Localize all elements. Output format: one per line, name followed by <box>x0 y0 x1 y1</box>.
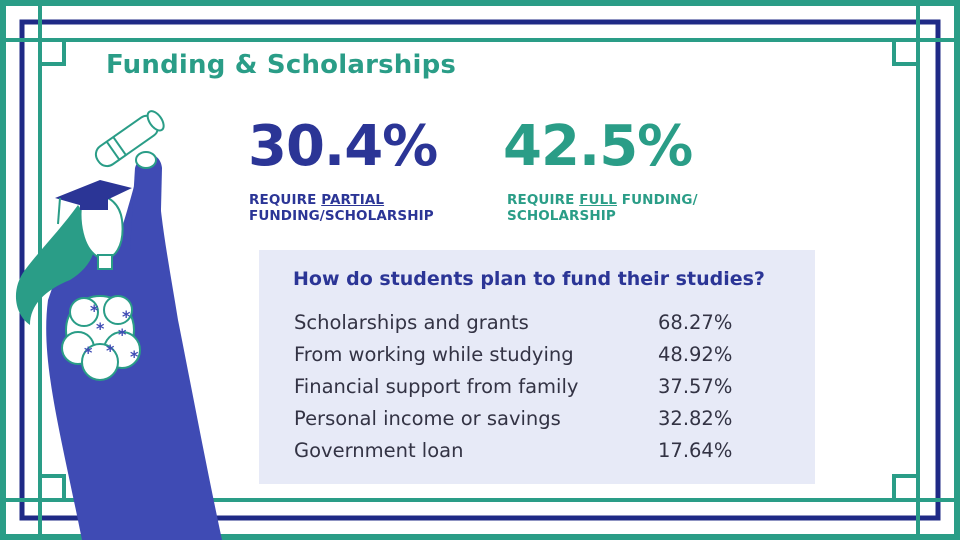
survey-row-value: 32.82% <box>658 407 733 430</box>
svg-text:*: * <box>118 325 127 344</box>
corner-square-br <box>894 476 918 500</box>
corner-square-tl <box>40 40 64 64</box>
graduate-illustration <box>0 90 250 540</box>
full-label-prefix: REQUIRE <box>507 192 580 208</box>
survey-row-value: 48.92% <box>658 343 733 366</box>
svg-text:*: * <box>84 343 93 362</box>
full-funding-label <box>507 192 698 224</box>
survey-row-value: 17.64% <box>658 439 733 462</box>
survey-row-label: Personal income or savings <box>294 407 561 430</box>
full-label-suffix: FUNDING/ <box>617 192 698 208</box>
page-title: Funding & Scholarships <box>106 50 457 80</box>
full-label-emphasis: FULL <box>579 192 617 208</box>
survey-row-value: 37.57% <box>658 375 733 398</box>
survey-row-label: From working while studying <box>294 343 574 366</box>
funding-survey-panel <box>259 250 815 484</box>
corner-square-tr <box>894 40 918 64</box>
svg-text:*: * <box>130 347 139 366</box>
full-funding-stat: 42.5% <box>503 114 693 179</box>
partial-label-line2: FUNDING/SCHOLARSHIP <box>249 208 434 224</box>
svg-text:*: * <box>122 307 131 326</box>
svg-text:*: * <box>106 341 115 360</box>
partial-funding-stat: 30.4% <box>248 114 438 179</box>
survey-row-label: Government loan <box>294 439 464 462</box>
hand <box>136 152 156 168</box>
svg-text:*: * <box>96 319 105 338</box>
full-label-line2: SCHOLARSHIP <box>507 208 616 224</box>
survey-row-value: 68.27% <box>658 311 733 334</box>
partial-label-emphasis: PARTIAL <box>321 192 385 208</box>
svg-text:*: * <box>90 301 99 320</box>
survey-row-label: Scholarships and grants <box>294 311 529 334</box>
survey-row-label: Financial support from family <box>294 375 579 398</box>
partial-label-prefix: REQUIRE <box>249 192 322 208</box>
survey-question: How do students plan to fund their studies? <box>293 268 765 290</box>
partial-funding-label <box>249 192 434 224</box>
